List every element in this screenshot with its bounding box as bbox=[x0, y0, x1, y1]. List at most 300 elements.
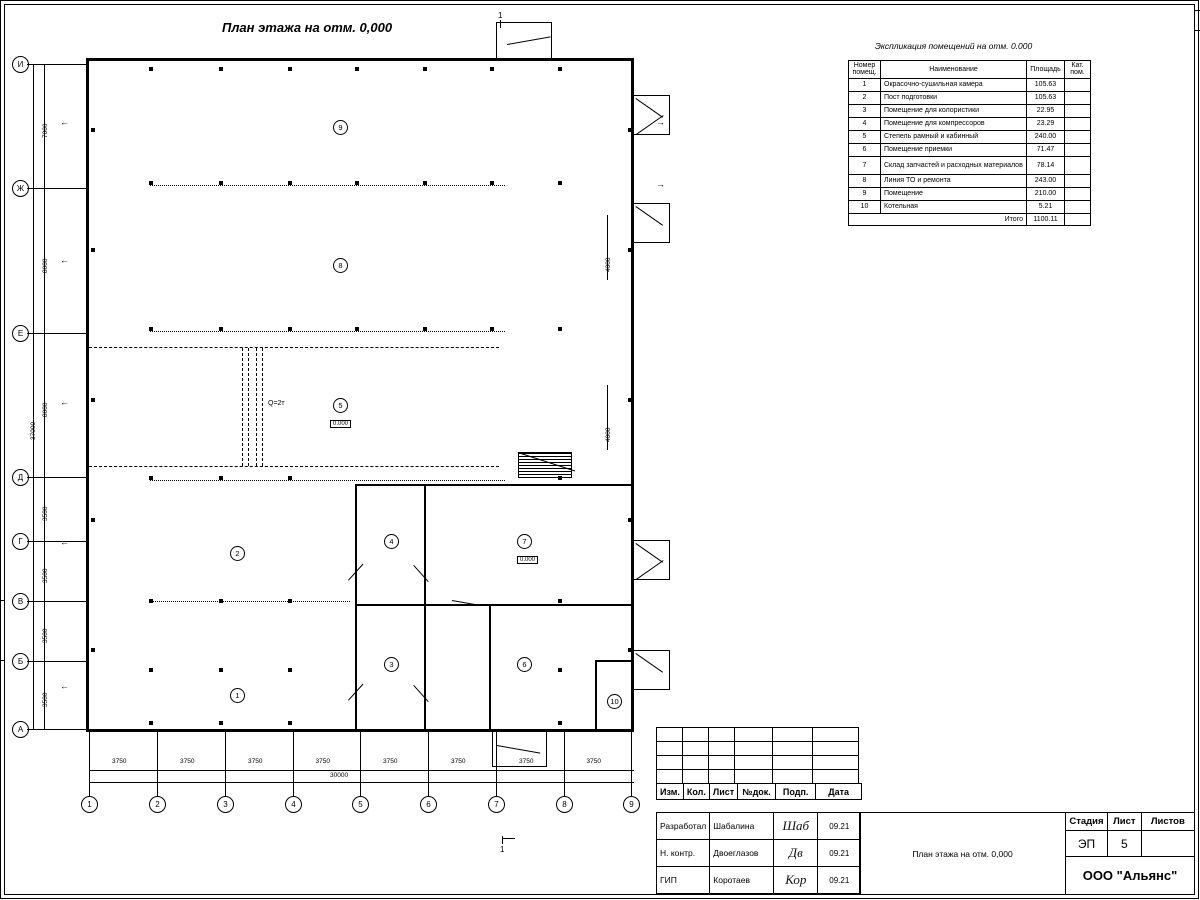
axis-line bbox=[157, 732, 158, 796]
explication-table bbox=[848, 60, 1091, 226]
person-name: Шабалина bbox=[710, 813, 774, 840]
revision-cell bbox=[657, 742, 683, 756]
right-alcove bbox=[634, 689, 670, 690]
axis-line bbox=[27, 729, 87, 730]
cell-area: 23.29 bbox=[1027, 117, 1065, 130]
column bbox=[355, 67, 359, 71]
total-label: Итого bbox=[881, 213, 1027, 225]
section-mark-top: 1 bbox=[498, 11, 503, 20]
axis-line bbox=[496, 732, 497, 796]
table-row bbox=[657, 867, 861, 894]
dim-tick bbox=[564, 765, 565, 775]
flow-arrow: ← bbox=[60, 397, 69, 407]
column bbox=[149, 668, 153, 672]
revision-cell bbox=[813, 756, 859, 770]
column bbox=[355, 327, 359, 331]
axis-line bbox=[27, 64, 87, 65]
table-row bbox=[657, 784, 862, 800]
dim-line-bottom-total bbox=[89, 782, 634, 783]
cell-area: 240.00 bbox=[1027, 130, 1065, 143]
right-dim-1: 4000 bbox=[605, 257, 612, 272]
partition-v-2 bbox=[424, 484, 426, 730]
section-arrow-bottom bbox=[503, 838, 515, 839]
axis-line bbox=[27, 477, 87, 478]
axis-line bbox=[27, 661, 87, 662]
column bbox=[288, 599, 292, 603]
role-label: Разработал bbox=[657, 813, 710, 840]
revision-cell bbox=[683, 770, 709, 784]
cell-area: 105.63 bbox=[1027, 91, 1065, 104]
crane-rail-bottom bbox=[89, 466, 499, 467]
cell-kat bbox=[1065, 78, 1091, 91]
signature: Шаб bbox=[774, 813, 818, 840]
axis-label-5: 5 bbox=[352, 796, 369, 813]
gate-top-edge bbox=[496, 22, 497, 59]
column bbox=[219, 181, 223, 185]
column bbox=[558, 721, 562, 725]
col-header-kat: Кат. пом. bbox=[1065, 61, 1091, 79]
column bbox=[219, 67, 223, 71]
axis-line bbox=[564, 732, 565, 796]
cell-kat bbox=[1065, 156, 1091, 174]
column bbox=[149, 599, 153, 603]
dim-line-left-total bbox=[33, 64, 34, 729]
table-row bbox=[849, 174, 1091, 187]
bottom-dim: 3750 bbox=[112, 758, 127, 765]
cell-area: 5.21 bbox=[1027, 200, 1065, 213]
room-marker-6: 6 bbox=[517, 657, 532, 672]
cell-name: Склад запчастей и расходных материалов bbox=[881, 156, 1027, 174]
guide-line bbox=[150, 480, 505, 481]
revision-cell bbox=[709, 770, 735, 784]
right-alcove bbox=[634, 203, 670, 204]
column bbox=[219, 327, 223, 331]
revision-cell bbox=[773, 742, 813, 756]
partition-h-mid bbox=[355, 604, 632, 606]
left-dim: 3500 bbox=[42, 692, 49, 707]
dim-tick bbox=[428, 765, 429, 775]
table-row bbox=[849, 143, 1091, 156]
sheets-label: Листов bbox=[1141, 813, 1194, 831]
margin-tick bbox=[0, 600, 5, 601]
revision-cell bbox=[813, 742, 859, 756]
sheet-value: 5 bbox=[1107, 831, 1141, 857]
cell-number: 7 bbox=[849, 156, 881, 174]
bottom-dim: 3750 bbox=[383, 758, 398, 765]
left-dim: 3500 bbox=[42, 568, 49, 583]
guide-line bbox=[150, 331, 505, 332]
revision-cell bbox=[813, 770, 859, 784]
column bbox=[149, 67, 153, 71]
partition-v-3 bbox=[489, 604, 491, 730]
column bbox=[558, 668, 562, 672]
table-row bbox=[849, 104, 1091, 117]
revision-header bbox=[656, 783, 862, 800]
column bbox=[628, 398, 632, 402]
column bbox=[558, 181, 562, 185]
revision-cell bbox=[683, 756, 709, 770]
revision-cell bbox=[683, 728, 709, 742]
bottom-dim: 3750 bbox=[180, 758, 195, 765]
cell-number: 5 bbox=[849, 130, 881, 143]
axis-label-Е: Е bbox=[12, 325, 29, 342]
dim-tick bbox=[157, 765, 158, 775]
cell-kat bbox=[1065, 143, 1091, 156]
axis-line bbox=[27, 601, 87, 602]
flow-arrow: ← bbox=[60, 681, 69, 691]
axis-line bbox=[293, 732, 294, 796]
cell-number: 4 bbox=[849, 117, 881, 130]
room-marker-2: 2 bbox=[230, 546, 245, 561]
column bbox=[288, 67, 292, 71]
dim-tick bbox=[89, 765, 90, 775]
level-mark-2: 0.000 bbox=[517, 556, 538, 564]
cell-kat bbox=[1065, 117, 1091, 130]
date: 09.21 bbox=[818, 867, 861, 894]
crane-beam bbox=[262, 348, 264, 466]
column bbox=[423, 67, 427, 71]
right-alcove bbox=[634, 95, 670, 96]
axis-label-Д: Д bbox=[12, 469, 29, 486]
dim-tick bbox=[39, 477, 49, 478]
wall-right bbox=[631, 58, 634, 732]
cell-area: 243.00 bbox=[1027, 174, 1065, 187]
dim-tick bbox=[39, 661, 49, 662]
person-name: Двоеглазов bbox=[710, 840, 774, 867]
cell-area: 22.95 bbox=[1027, 104, 1065, 117]
cell-number: 6 bbox=[849, 143, 881, 156]
column bbox=[91, 128, 95, 132]
column bbox=[355, 181, 359, 185]
table-row bbox=[849, 200, 1091, 213]
cell-area: 105.63 bbox=[1027, 78, 1065, 91]
cell-area: 71.47 bbox=[1027, 143, 1065, 156]
left-total-dim: 37000 bbox=[30, 421, 37, 440]
column bbox=[558, 327, 562, 331]
col-header-name: Наименование bbox=[881, 61, 1027, 79]
crane-capacity-label: Q=2т bbox=[268, 400, 285, 407]
column bbox=[288, 476, 292, 480]
cell-kat bbox=[1065, 187, 1091, 200]
column bbox=[628, 128, 632, 132]
gate-top-head bbox=[496, 22, 552, 23]
cell-name: Окрасочно-сушильная камера bbox=[881, 78, 1027, 91]
bottom-total-dim: 30000 bbox=[330, 772, 349, 779]
column bbox=[490, 67, 494, 71]
title-block bbox=[656, 727, 1195, 895]
axis-line bbox=[360, 732, 361, 796]
stage-value: ЭП bbox=[1066, 831, 1108, 857]
revision-cell bbox=[735, 756, 773, 770]
axis-label-6: 6 bbox=[420, 796, 437, 813]
revision-cell bbox=[657, 770, 683, 784]
cell-name: Линия ТО и ремонта bbox=[881, 174, 1027, 187]
stage-label: Стадия bbox=[1066, 813, 1108, 831]
column bbox=[288, 327, 292, 331]
table-row bbox=[849, 130, 1091, 143]
date: 09.21 bbox=[818, 840, 861, 867]
axis-label-3: 3 bbox=[217, 796, 234, 813]
column bbox=[91, 518, 95, 522]
column bbox=[628, 248, 632, 252]
gate-bottom-edge bbox=[492, 731, 493, 767]
signature: Кор bbox=[774, 867, 818, 894]
dim-tick bbox=[39, 333, 49, 334]
room-marker-5: 5 bbox=[333, 398, 348, 413]
cell-kat bbox=[1065, 130, 1091, 143]
revision-cell bbox=[709, 742, 735, 756]
table-row bbox=[657, 728, 859, 742]
margin-tick bbox=[1195, 10, 1200, 11]
axis-line bbox=[27, 541, 87, 542]
column bbox=[490, 181, 494, 185]
revision-col-header: Подп. bbox=[776, 784, 816, 800]
flow-arrow: ← bbox=[60, 255, 69, 265]
left-dim: 8000 bbox=[42, 402, 49, 417]
guide-line bbox=[150, 601, 350, 602]
cell-name: Помещение приемки bbox=[881, 143, 1027, 156]
revision-cell bbox=[709, 728, 735, 742]
revision-table bbox=[656, 727, 859, 784]
right-alcove bbox=[634, 134, 670, 135]
table-row bbox=[657, 770, 859, 784]
sheets-value bbox=[1141, 831, 1194, 857]
gate-bottom-edge bbox=[546, 731, 547, 767]
right-alcove bbox=[634, 579, 670, 580]
column bbox=[91, 248, 95, 252]
revision-cell bbox=[813, 728, 859, 742]
room-marker-8: 8 bbox=[333, 258, 348, 273]
cell-kat bbox=[1065, 200, 1091, 213]
column bbox=[558, 476, 562, 480]
flow-arrow: ← bbox=[60, 537, 69, 547]
left-dim: 7000 bbox=[42, 123, 49, 138]
column bbox=[288, 668, 292, 672]
column bbox=[628, 518, 632, 522]
dim-tick bbox=[225, 765, 226, 775]
bottom-dim: 3750 bbox=[248, 758, 263, 765]
left-dim: 3500 bbox=[42, 506, 49, 521]
margin-tick bbox=[0, 660, 5, 661]
room-marker-7: 7 bbox=[517, 534, 532, 549]
dim-line-bottom bbox=[89, 770, 634, 771]
right-alcove bbox=[634, 242, 670, 243]
crane-rail-top bbox=[89, 347, 499, 348]
organization-name: ООО "Альянс" bbox=[1066, 857, 1195, 895]
person-name: Коротаев bbox=[710, 867, 774, 894]
table-row bbox=[657, 813, 861, 840]
room-marker-1: 1 bbox=[230, 688, 245, 703]
cell-number: 1 bbox=[849, 78, 881, 91]
bottom-dim: 3750 bbox=[451, 758, 466, 765]
column bbox=[219, 668, 223, 672]
axis-line bbox=[631, 732, 632, 796]
date: 09.21 bbox=[818, 813, 861, 840]
revision-col-header: Лист bbox=[709, 784, 737, 800]
cell-number: 8 bbox=[849, 174, 881, 187]
column bbox=[628, 648, 632, 652]
axis-label-1: 1 bbox=[81, 796, 98, 813]
role-label: ГИП bbox=[657, 867, 710, 894]
revision-col-header: №док. bbox=[738, 784, 776, 800]
column bbox=[149, 181, 153, 185]
cell-name: Степель рамный и кабинный bbox=[881, 130, 1027, 143]
column bbox=[558, 67, 562, 71]
cell-name: Пост подготовки bbox=[881, 91, 1027, 104]
table-total-row bbox=[849, 213, 1091, 225]
responsible-table bbox=[656, 812, 861, 894]
role-label: Н. контр. bbox=[657, 840, 710, 867]
explication-title: Экспликация помещений на отм. 0.000 bbox=[875, 41, 1033, 51]
bottom-dim: 3750 bbox=[519, 758, 534, 765]
axis-label-А: А bbox=[12, 721, 29, 738]
crane-beam bbox=[256, 348, 258, 466]
right-alcove bbox=[669, 540, 670, 580]
axis-line bbox=[225, 732, 226, 796]
revision-cell bbox=[657, 756, 683, 770]
table-row bbox=[849, 187, 1091, 200]
right-alcove bbox=[634, 650, 670, 651]
axis-label-9: 9 bbox=[623, 796, 640, 813]
table-row bbox=[849, 91, 1091, 104]
cell-number: 3 bbox=[849, 104, 881, 117]
room-marker-3: 3 bbox=[384, 657, 399, 672]
gate-bottom-head bbox=[492, 766, 547, 767]
column bbox=[219, 721, 223, 725]
cell-area: 210.00 bbox=[1027, 187, 1065, 200]
left-dim: 3500 bbox=[42, 628, 49, 643]
cell-name: Котельная bbox=[881, 200, 1027, 213]
axis-label-7: 7 bbox=[488, 796, 505, 813]
cell-name: Помещение для компрессоров bbox=[881, 117, 1027, 130]
signature: Дв bbox=[774, 840, 818, 867]
flow-arrow: ← bbox=[60, 117, 69, 127]
revision-cell bbox=[657, 728, 683, 742]
table-row bbox=[849, 78, 1091, 91]
bottom-dim: 3750 bbox=[586, 758, 601, 765]
axis-label-В: В bbox=[12, 593, 29, 610]
dim-tick bbox=[496, 765, 497, 775]
doc-title-block bbox=[859, 812, 1066, 895]
total-area: 1100.11 bbox=[1027, 213, 1065, 225]
column bbox=[219, 476, 223, 480]
dim-tick bbox=[39, 541, 49, 542]
axis-line bbox=[27, 333, 87, 334]
level-mark-1: 0.000 bbox=[330, 420, 351, 428]
revision-col-header: Изм. bbox=[657, 784, 684, 800]
flow-arrow: → bbox=[656, 117, 665, 127]
right-alcove bbox=[669, 95, 670, 135]
column bbox=[149, 327, 153, 331]
col-header-number: Номер помещ. bbox=[849, 61, 881, 79]
revision-cell bbox=[735, 742, 773, 756]
dim-tick bbox=[293, 765, 294, 775]
right-alcove bbox=[634, 540, 670, 541]
cell-number: 9 bbox=[849, 187, 881, 200]
axis-label-Ж: Ж bbox=[12, 180, 29, 197]
axis-label-2: 2 bbox=[149, 796, 166, 813]
room-marker-9: 9 bbox=[333, 120, 348, 135]
cell-area: 78.14 bbox=[1027, 156, 1065, 174]
table-row bbox=[657, 742, 859, 756]
col-header-area: Площадь bbox=[1027, 61, 1065, 79]
column bbox=[149, 721, 153, 725]
right-alcove bbox=[669, 650, 670, 690]
gate-top-edge bbox=[551, 22, 552, 59]
table-row bbox=[657, 756, 859, 770]
cell-number: 2 bbox=[849, 91, 881, 104]
boiler-wall-v bbox=[595, 660, 597, 730]
margin-tick bbox=[1195, 30, 1200, 31]
cell-kat bbox=[1065, 104, 1091, 117]
cell-name: Помещение для колористики bbox=[881, 104, 1027, 117]
sheet-label: Лист bbox=[1107, 813, 1141, 831]
left-dim: 8000 bbox=[42, 258, 49, 273]
dim-tick bbox=[39, 601, 49, 602]
revision-cell bbox=[735, 728, 773, 742]
cell-kat bbox=[1065, 174, 1091, 187]
table-row bbox=[849, 156, 1091, 174]
doc-title: План этажа на отм. 0,000 bbox=[860, 813, 1066, 895]
revision-cell bbox=[735, 770, 773, 784]
column bbox=[288, 181, 292, 185]
wall-left bbox=[86, 58, 89, 732]
dim-tick bbox=[360, 765, 361, 775]
revision-cell bbox=[773, 770, 813, 784]
room-marker-4: 4 bbox=[384, 534, 399, 549]
crane-beam bbox=[242, 348, 244, 466]
axis-label-И: И bbox=[12, 56, 29, 73]
column bbox=[490, 327, 494, 331]
section-tick-top bbox=[500, 20, 501, 28]
table-row bbox=[657, 840, 861, 867]
bottom-dim: 3750 bbox=[315, 758, 330, 765]
column bbox=[219, 599, 223, 603]
room-marker-10: 10 bbox=[607, 694, 622, 709]
revision-col-header: Дата bbox=[816, 784, 862, 800]
axis-line bbox=[428, 732, 429, 796]
cell-name: Помещение bbox=[881, 187, 1027, 200]
axis-line bbox=[27, 188, 87, 189]
crane-beam bbox=[248, 348, 250, 466]
partition-h-top bbox=[355, 484, 632, 486]
right-dim-2: 4000 bbox=[605, 427, 612, 442]
column bbox=[558, 599, 562, 603]
table-row bbox=[849, 117, 1091, 130]
revision-col-header: Кол. bbox=[683, 784, 709, 800]
section-mark-bottom: 1 bbox=[500, 845, 505, 854]
flow-arrow: → bbox=[656, 179, 665, 189]
revision-cell bbox=[683, 742, 709, 756]
column bbox=[91, 648, 95, 652]
axis-line bbox=[89, 732, 90, 796]
revision-cell bbox=[773, 728, 813, 742]
right-alcove bbox=[669, 203, 670, 243]
axis-label-4: 4 bbox=[285, 796, 302, 813]
guide-line bbox=[150, 185, 505, 186]
dim-tick bbox=[39, 188, 49, 189]
cell-number: 10 bbox=[849, 200, 881, 213]
column bbox=[288, 721, 292, 725]
column bbox=[149, 476, 153, 480]
axis-label-Б: Б bbox=[12, 653, 29, 670]
axis-label-8: 8 bbox=[556, 796, 573, 813]
axis-label-Г: Г bbox=[12, 533, 29, 550]
dim-tick bbox=[39, 64, 49, 65]
column bbox=[423, 327, 427, 331]
table-header-row bbox=[849, 61, 1091, 79]
page-title: План этажа на отм. 0,000 bbox=[222, 20, 393, 35]
